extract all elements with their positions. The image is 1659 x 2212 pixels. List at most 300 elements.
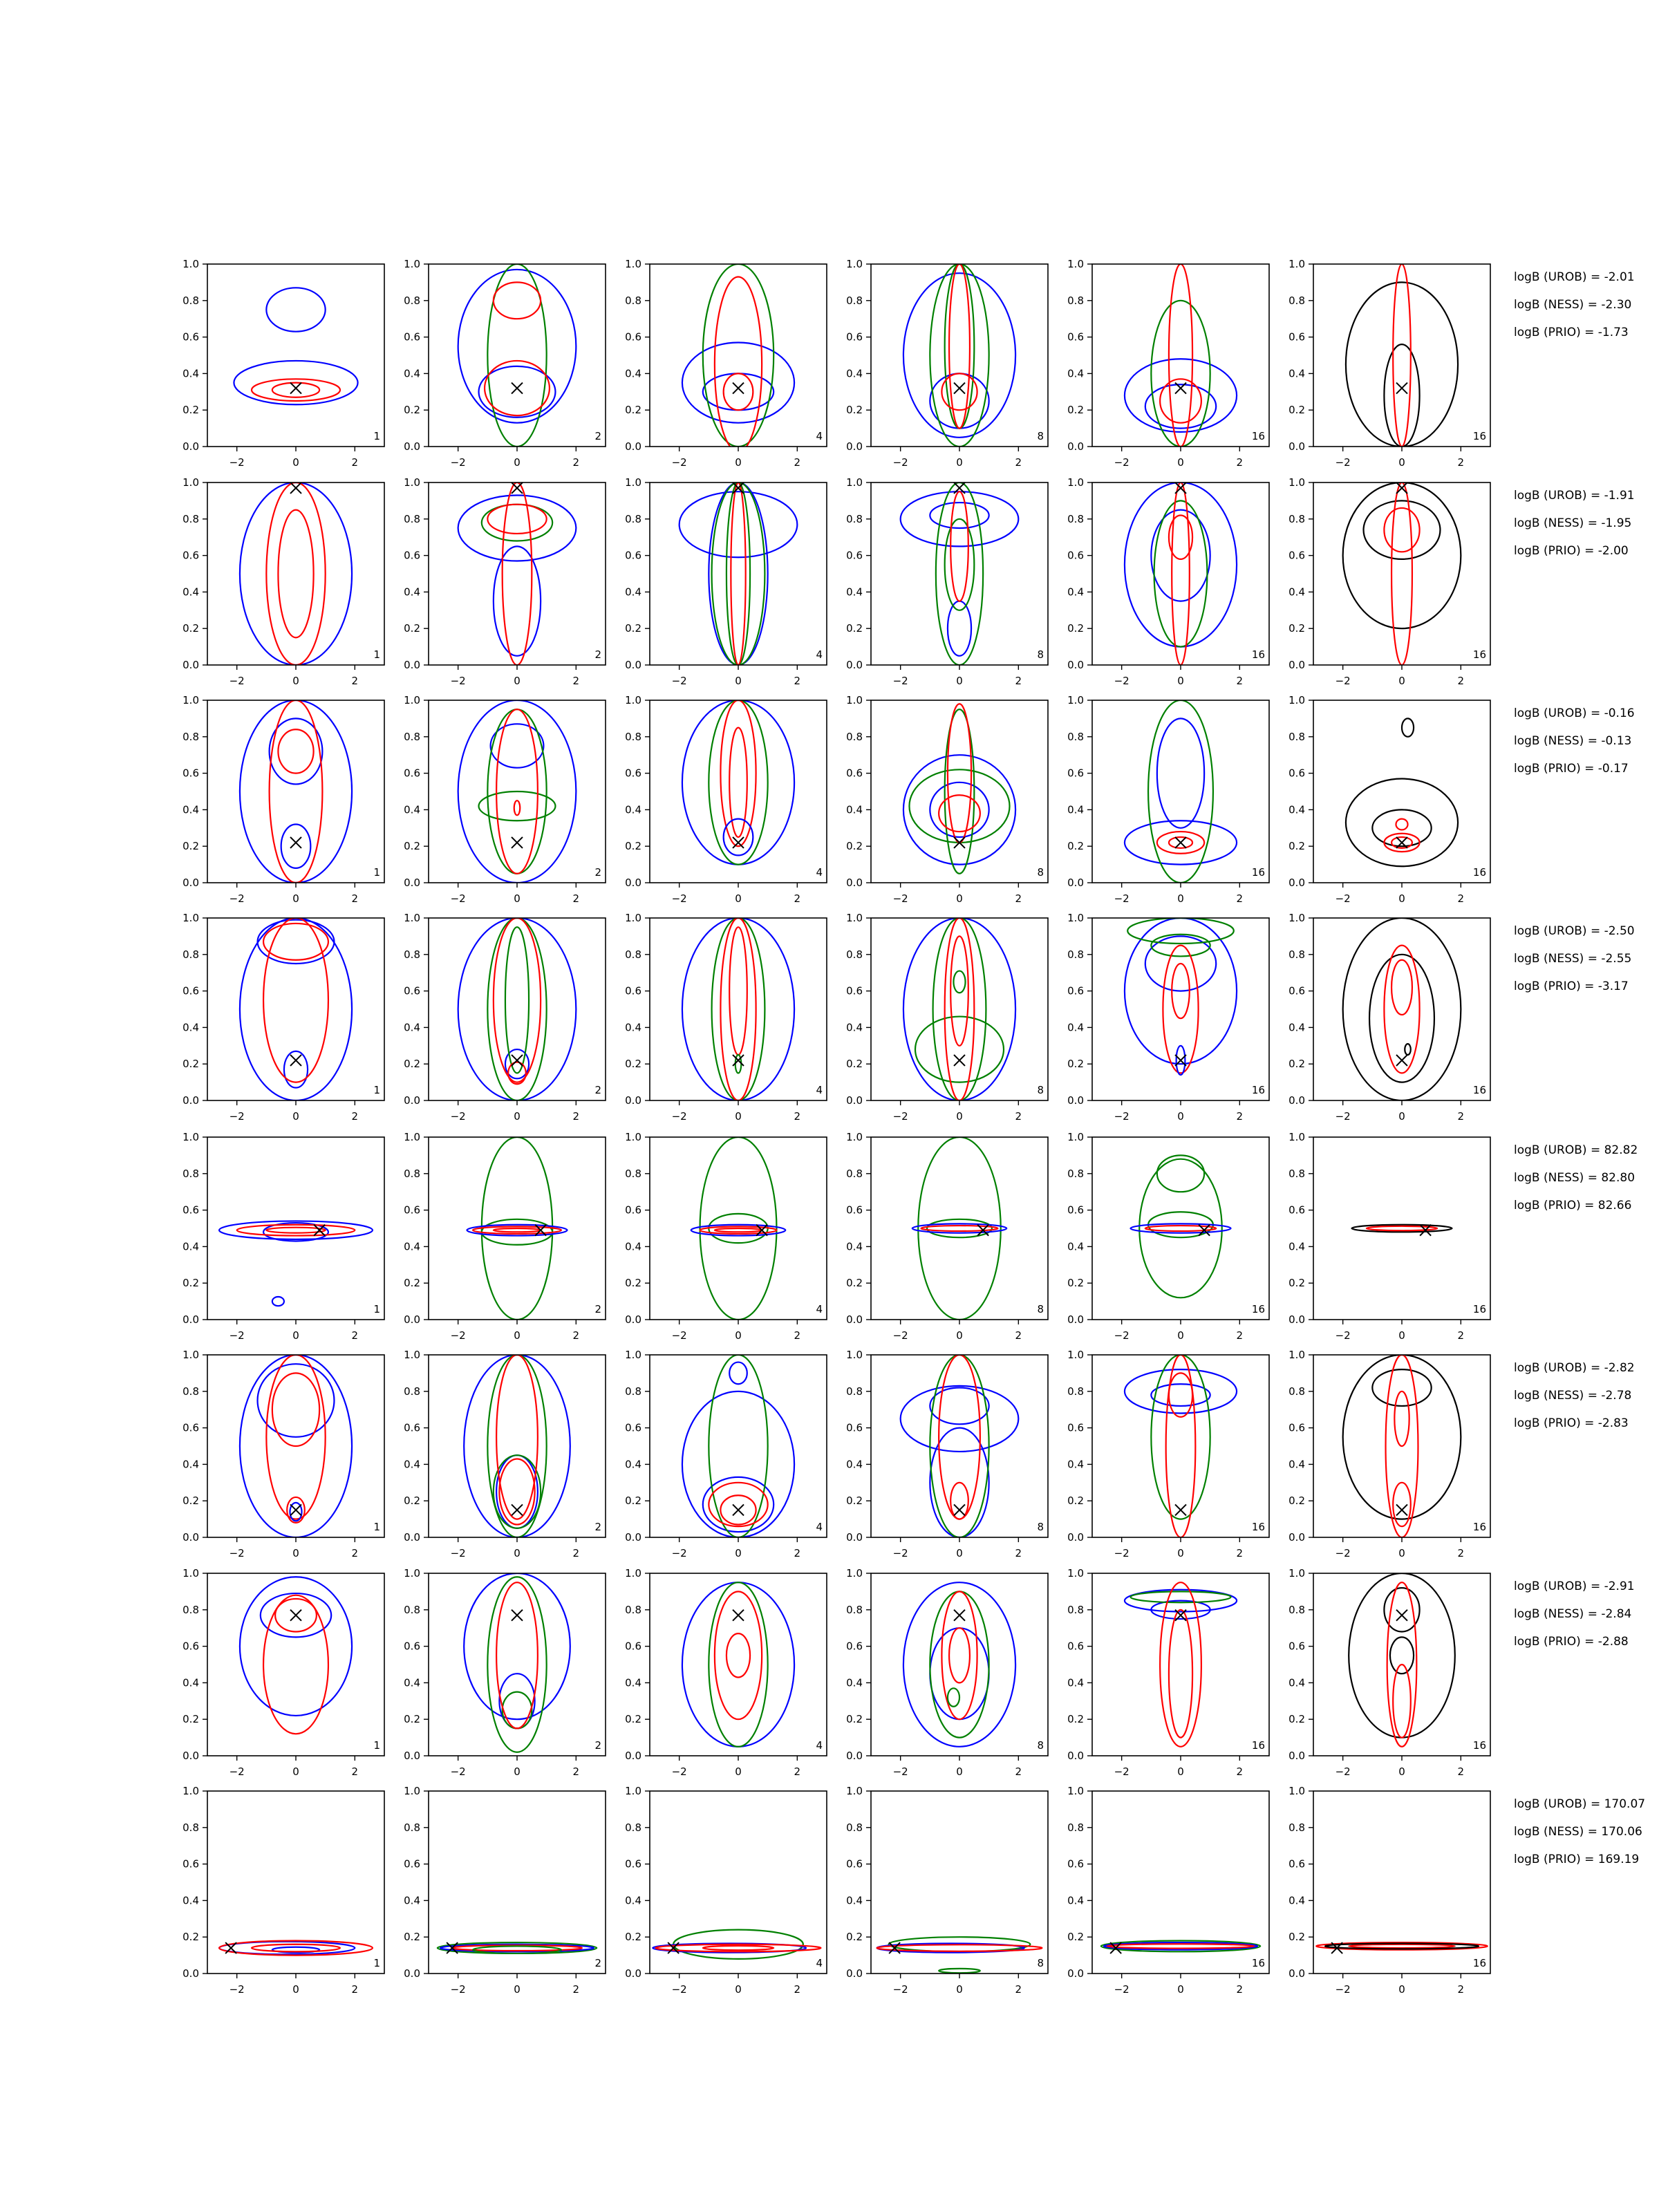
x-tick-label: 0 xyxy=(956,1110,963,1123)
y-tick-label: 0.0 xyxy=(1288,440,1305,453)
logB-annotation: logB (PRIO) = -2.00 xyxy=(1514,544,1629,558)
x-tick-label: 2 xyxy=(1015,1110,1022,1123)
true-value-marker xyxy=(290,482,301,494)
contour-red xyxy=(487,505,546,534)
y-tick-label: 0.8 xyxy=(1067,1167,1084,1180)
x-tick-label: −2 xyxy=(671,1983,687,1996)
contour-red xyxy=(278,510,313,638)
panel-label: 16 xyxy=(1472,1303,1486,1315)
x-tick-label: 2 xyxy=(351,456,359,469)
logB-annotation: logB (PRIO) = -2.83 xyxy=(1514,1416,1629,1430)
contours xyxy=(1346,264,1458,447)
y-tick-label: 0.2 xyxy=(1288,1058,1305,1071)
y-tick-label: 1.0 xyxy=(625,1131,641,1143)
y-tick-label: 0.2 xyxy=(625,1058,641,1071)
y-tick-label: 0.0 xyxy=(182,659,199,671)
contours xyxy=(1125,700,1237,883)
y-tick-label: 0.4 xyxy=(1288,1894,1305,1907)
contours xyxy=(903,704,1015,874)
contour-green xyxy=(709,700,767,865)
y-tick-label: 0.4 xyxy=(1067,1021,1084,1034)
x-tick-label: 2 xyxy=(572,1329,580,1342)
contour-black xyxy=(1390,1637,1414,1674)
x-tick-label: −2 xyxy=(1335,1329,1351,1342)
y-tick-label: 0.4 xyxy=(846,1021,863,1034)
y-tick-label: 0.2 xyxy=(182,1277,199,1290)
y-tick-label: 0.2 xyxy=(1288,622,1305,635)
x-tick-label: 0 xyxy=(514,456,521,469)
x-tick-label: 2 xyxy=(351,1329,359,1342)
contour-blue xyxy=(903,755,1015,864)
x-tick-label: 0 xyxy=(735,1765,742,1778)
axes-frame xyxy=(207,1791,384,1974)
panel-r3-c6 xyxy=(1288,694,1490,905)
true-value-marker xyxy=(733,1504,744,1515)
y-tick-label: 0.0 xyxy=(846,440,863,453)
panel-label: 1 xyxy=(373,1084,380,1096)
y-tick-label: 0.0 xyxy=(1288,1967,1305,1980)
y-tick-label: 0.0 xyxy=(404,1094,420,1107)
contour-red xyxy=(1394,1391,1409,1446)
x-tick-label: 0 xyxy=(1177,1983,1184,1996)
y-tick-label: 0.2 xyxy=(625,1713,641,1726)
contour-red xyxy=(499,1459,534,1524)
x-tick-label: 2 xyxy=(794,892,801,905)
true-value-marker xyxy=(733,1610,744,1621)
y-tick-label: 1.0 xyxy=(1067,1567,1084,1580)
y-tick-label: 0.8 xyxy=(182,1603,199,1616)
axes-frame xyxy=(1313,1137,1490,1320)
contour-red xyxy=(709,1483,767,1526)
x-tick-label: −2 xyxy=(671,675,687,687)
logB-annotation: logB (PRIO) = -1.73 xyxy=(1514,326,1629,339)
panel-label: 16 xyxy=(1251,1084,1265,1096)
contour-blue xyxy=(266,288,325,331)
contour-red xyxy=(1396,819,1407,830)
panel-label: 2 xyxy=(594,430,601,442)
y-tick-label: 0.8 xyxy=(1288,730,1305,743)
x-tick-label: 0 xyxy=(292,1765,299,1778)
y-tick-label: 0.2 xyxy=(404,1277,420,1290)
contour-green xyxy=(1151,1355,1210,1519)
panel-label: 16 xyxy=(1472,1521,1486,1533)
x-tick-label: 2 xyxy=(1015,675,1022,687)
contours xyxy=(1343,482,1461,665)
y-tick-label: 0.0 xyxy=(182,1531,199,1544)
logB-annotation: logB (UROB) = -0.16 xyxy=(1514,706,1635,720)
x-tick-label: −2 xyxy=(1114,892,1130,905)
y-tick-label: 0.6 xyxy=(404,984,420,997)
y-tick-label: 0.2 xyxy=(1288,1931,1305,1944)
panel-label: 8 xyxy=(1037,430,1044,442)
logB-annotation: logB (UROB) = 82.82 xyxy=(1514,1143,1638,1157)
y-tick-label: 1.0 xyxy=(846,1349,863,1361)
panel-r5-c2 xyxy=(404,1131,606,1342)
panel-r6-c6 xyxy=(1288,1349,1490,1559)
y-tick-label: 0.4 xyxy=(182,1240,199,1253)
x-tick-label: 2 xyxy=(794,456,801,469)
x-tick-label: 0 xyxy=(292,1547,299,1559)
y-tick-label: 0.6 xyxy=(182,984,199,997)
panel-r8-c2 xyxy=(404,1785,606,1996)
y-tick-label: 0.2 xyxy=(1067,622,1084,635)
panel-r4-c5 xyxy=(1067,912,1269,1123)
y-tick-label: 0.8 xyxy=(1288,512,1305,525)
contour-red xyxy=(948,704,971,843)
logB-annotation: logB (NESS) = -1.95 xyxy=(1514,516,1632,530)
y-tick-label: 0.6 xyxy=(182,330,199,344)
y-tick-label: 0.6 xyxy=(1288,1421,1305,1434)
contours xyxy=(1346,718,1458,866)
contours xyxy=(901,482,1019,665)
y-tick-label: 0.6 xyxy=(846,767,863,780)
y-tick-label: 0.0 xyxy=(625,1094,641,1107)
contour-blue xyxy=(703,1477,774,1532)
panel-label: 4 xyxy=(816,1739,823,1752)
logB-annotation: logB (UROB) = -2.82 xyxy=(1514,1361,1635,1375)
panel-label: 1 xyxy=(373,648,380,661)
panel-label: 16 xyxy=(1251,1521,1265,1533)
panel-r1-c1 xyxy=(182,258,384,469)
true-value-marker xyxy=(512,837,523,848)
x-tick-label: 2 xyxy=(794,1110,801,1123)
y-tick-label: 0.4 xyxy=(846,1894,863,1907)
panel-label: 4 xyxy=(816,648,823,661)
y-tick-label: 0.2 xyxy=(404,404,420,417)
y-tick-label: 1.0 xyxy=(1067,258,1084,270)
y-tick-label: 0.4 xyxy=(625,1021,641,1034)
x-tick-label: 2 xyxy=(1236,892,1244,905)
x-tick-label: −2 xyxy=(671,1765,687,1778)
y-tick-label: 0.2 xyxy=(846,404,863,417)
y-tick-label: 0.8 xyxy=(625,512,641,525)
y-tick-label: 0.8 xyxy=(846,1821,863,1834)
panel-label: 1 xyxy=(373,1957,380,1969)
x-tick-label: 2 xyxy=(1015,1329,1022,1342)
y-tick-label: 0.8 xyxy=(846,294,863,307)
y-tick-label: 0.8 xyxy=(846,1385,863,1398)
panel-label: 8 xyxy=(1037,1739,1044,1752)
x-tick-label: −2 xyxy=(1114,1983,1130,1996)
contour-blue xyxy=(679,491,798,557)
y-tick-label: 0.6 xyxy=(1067,1640,1084,1653)
y-tick-label: 0.2 xyxy=(1067,1931,1084,1944)
y-tick-label: 0.8 xyxy=(1288,1385,1305,1398)
y-tick-label: 0.6 xyxy=(182,549,199,562)
y-tick-label: 0.8 xyxy=(182,294,199,307)
y-tick-label: 0.0 xyxy=(182,1967,199,1980)
panel-label: 1 xyxy=(373,866,380,879)
contour-blue xyxy=(1145,384,1216,428)
contour-green xyxy=(1139,1159,1221,1298)
x-tick-label: 2 xyxy=(1015,1547,1022,1559)
contour-blue xyxy=(494,546,541,655)
y-tick-label: 1.0 xyxy=(1288,912,1305,924)
y-tick-label: 0.2 xyxy=(182,1494,199,1508)
y-tick-label: 1.0 xyxy=(182,912,199,924)
logB-annotation: logB (NESS) = -2.78 xyxy=(1514,1389,1632,1403)
logB-annotation: logB (PRIO) = 169.19 xyxy=(1514,1853,1640,1866)
true-value-marker xyxy=(512,1610,523,1621)
y-tick-label: 0.0 xyxy=(404,1313,420,1326)
contours xyxy=(458,918,577,1100)
x-tick-label: 2 xyxy=(1236,1983,1244,1996)
logB-annotation: logB (PRIO) = -2.88 xyxy=(1514,1635,1629,1649)
contour-red xyxy=(949,1628,970,1683)
y-tick-label: 0.4 xyxy=(404,367,420,380)
contour-green xyxy=(918,1137,1000,1320)
x-tick-label: −2 xyxy=(892,1547,908,1559)
y-tick-label: 1.0 xyxy=(182,258,199,270)
x-tick-label: 0 xyxy=(956,1983,963,1996)
x-tick-label: 2 xyxy=(572,1547,580,1559)
panel-r5-c6 xyxy=(1288,1131,1490,1342)
contours xyxy=(682,918,794,1100)
y-tick-label: 0.8 xyxy=(625,948,641,961)
panel-r8-c1 xyxy=(182,1785,384,1996)
y-tick-label: 1.0 xyxy=(1067,476,1084,489)
panel-label: 16 xyxy=(1251,866,1265,879)
y-tick-label: 1.0 xyxy=(1067,912,1084,924)
y-tick-label: 0.0 xyxy=(182,1313,199,1326)
y-tick-label: 0.8 xyxy=(404,1603,420,1616)
x-tick-label: −2 xyxy=(229,1983,245,1996)
panel-r5-c4 xyxy=(846,1131,1048,1342)
panel-label: 8 xyxy=(1037,1303,1044,1315)
x-tick-label: 2 xyxy=(1457,1983,1465,1996)
y-tick-label: 1.0 xyxy=(846,912,863,924)
logB-annotation: logB (UROB) = -2.50 xyxy=(1514,924,1635,938)
x-tick-label: 2 xyxy=(1457,675,1465,687)
y-tick-label: 1.0 xyxy=(182,1567,199,1580)
true-value-marker xyxy=(733,1055,744,1066)
x-tick-label: 2 xyxy=(1015,892,1022,905)
y-tick-label: 0.2 xyxy=(182,1058,199,1071)
contour-red xyxy=(724,373,753,410)
x-tick-label: −2 xyxy=(1114,675,1130,687)
y-tick-label: 0.8 xyxy=(182,1821,199,1834)
y-tick-label: 0.4 xyxy=(1288,803,1305,816)
x-tick-label: 2 xyxy=(572,456,580,469)
x-tick-label: 2 xyxy=(1236,1110,1244,1123)
panel-r4-c4 xyxy=(846,912,1048,1123)
y-tick-label: 0.2 xyxy=(846,1494,863,1508)
y-tick-label: 1.0 xyxy=(1288,1349,1305,1361)
y-tick-label: 0.8 xyxy=(182,512,199,525)
contour-red xyxy=(1160,1582,1201,1747)
y-tick-label: 0.2 xyxy=(1067,840,1084,853)
contour-red xyxy=(715,1591,762,1719)
contour-blue xyxy=(240,1577,352,1716)
contours xyxy=(240,1577,352,1734)
y-tick-label: 1.0 xyxy=(1288,1131,1305,1143)
true-value-marker xyxy=(512,383,523,394)
y-tick-label: 0.4 xyxy=(182,1021,199,1034)
x-tick-label: −2 xyxy=(229,456,245,469)
y-tick-label: 0.6 xyxy=(625,767,641,780)
y-tick-label: 0.6 xyxy=(846,984,863,997)
contour-green xyxy=(930,1591,988,1737)
x-tick-label: 0 xyxy=(292,892,299,905)
panel-r1-c5 xyxy=(1067,258,1269,469)
contour-red xyxy=(503,482,532,665)
x-tick-label: 2 xyxy=(351,675,359,687)
panel-r3-c3 xyxy=(625,694,827,905)
panel-label: 2 xyxy=(594,866,601,879)
y-tick-label: 0.8 xyxy=(404,512,420,525)
y-tick-label: 1.0 xyxy=(846,258,863,270)
y-tick-label: 0.6 xyxy=(1288,1203,1305,1217)
y-tick-label: 0.6 xyxy=(625,549,641,562)
y-tick-label: 0.4 xyxy=(1288,367,1305,380)
axes-frame xyxy=(1313,1791,1490,1974)
contour-blue xyxy=(682,700,794,865)
contour-blue xyxy=(1151,510,1210,601)
panel-label: 16 xyxy=(1251,430,1265,442)
panel-r4-c6 xyxy=(1288,912,1490,1123)
y-tick-label: 0.0 xyxy=(404,659,420,671)
panel-r2-c5 xyxy=(1067,476,1269,687)
x-tick-label: 2 xyxy=(1015,1765,1022,1778)
y-tick-label: 0.2 xyxy=(404,1931,420,1944)
contour-red xyxy=(272,383,319,397)
y-tick-label: 0.8 xyxy=(1067,1821,1084,1834)
y-tick-label: 1.0 xyxy=(1067,1349,1084,1361)
contour-red xyxy=(945,918,975,1100)
y-tick-label: 1.0 xyxy=(1067,1131,1084,1143)
axes-frame xyxy=(207,1137,384,1320)
y-tick-label: 1.0 xyxy=(404,1131,420,1143)
x-tick-label: 0 xyxy=(735,1547,742,1559)
x-tick-label: 2 xyxy=(351,1547,359,1559)
y-tick-label: 0.8 xyxy=(1067,512,1084,525)
logB-annotation: logB (NESS) = -0.13 xyxy=(1514,734,1632,748)
contour-red xyxy=(715,276,762,451)
contour-blue xyxy=(458,270,577,423)
x-tick-label: −2 xyxy=(1335,892,1351,905)
contour-green xyxy=(930,264,988,447)
x-tick-label: −2 xyxy=(1335,1547,1351,1559)
contours xyxy=(903,918,1015,1100)
contour-green xyxy=(482,505,552,541)
panel-label: 8 xyxy=(1037,648,1044,661)
x-tick-label: −2 xyxy=(671,892,687,905)
y-tick-label: 0.6 xyxy=(1067,984,1084,997)
x-tick-label: 0 xyxy=(1398,1983,1405,1996)
y-tick-label: 0.4 xyxy=(846,367,863,380)
panel-r6-c3 xyxy=(625,1349,827,1559)
y-tick-label: 0.4 xyxy=(182,367,199,380)
axes-frame xyxy=(207,1573,384,1756)
y-tick-label: 1.0 xyxy=(182,1785,199,1797)
x-tick-label: −2 xyxy=(229,675,245,687)
contours xyxy=(1349,1573,1455,1747)
x-tick-label: 0 xyxy=(1398,675,1405,687)
y-tick-label: 0.6 xyxy=(404,549,420,562)
contours xyxy=(240,700,352,883)
logB-annotation: logB (PRIO) = 82.66 xyxy=(1514,1199,1632,1212)
panel-r4-c3 xyxy=(625,912,827,1123)
y-tick-label: 0.8 xyxy=(625,1167,641,1180)
y-tick-label: 0.8 xyxy=(404,1821,420,1834)
x-tick-label: −2 xyxy=(892,1765,908,1778)
y-tick-label: 0.4 xyxy=(1288,1458,1305,1471)
x-tick-label: 0 xyxy=(735,1329,742,1342)
contour-red xyxy=(1163,946,1198,1074)
axes-frame xyxy=(650,482,827,665)
y-tick-label: 0.8 xyxy=(625,1385,641,1398)
x-tick-label: 2 xyxy=(351,1983,359,1996)
y-tick-label: 0.8 xyxy=(1067,948,1084,961)
true-value-marker xyxy=(1396,1504,1407,1515)
x-tick-label: 0 xyxy=(514,1765,521,1778)
y-tick-label: 0.6 xyxy=(1067,549,1084,562)
contour-red xyxy=(715,1228,762,1232)
y-tick-label: 0.6 xyxy=(846,1857,863,1871)
panel-r5-c1 xyxy=(182,1131,384,1342)
y-tick-label: 0.0 xyxy=(1288,659,1305,671)
true-value-marker xyxy=(535,1225,546,1236)
x-tick-label: −2 xyxy=(671,1110,687,1123)
contour-green xyxy=(503,1692,532,1729)
y-tick-label: 0.4 xyxy=(404,1021,420,1034)
logB-annotation: logB (UROB) = -2.01 xyxy=(1514,270,1635,284)
y-tick-label: 0.8 xyxy=(1067,730,1084,743)
y-tick-label: 0.4 xyxy=(625,367,641,380)
y-tick-label: 0.6 xyxy=(846,330,863,344)
contours xyxy=(219,1221,373,1306)
y-tick-label: 1.0 xyxy=(846,1131,863,1143)
true-value-marker xyxy=(954,1610,965,1621)
contour-red xyxy=(270,700,323,883)
y-tick-label: 1.0 xyxy=(404,1785,420,1797)
panel-label: 16 xyxy=(1472,648,1486,661)
y-tick-label: 0.6 xyxy=(1067,1203,1084,1217)
y-tick-label: 0.0 xyxy=(846,1750,863,1762)
contours xyxy=(219,1940,373,1955)
x-tick-label: 0 xyxy=(514,1110,521,1123)
contour-blue xyxy=(729,1362,747,1385)
y-tick-label: 0.8 xyxy=(625,1603,641,1616)
y-tick-label: 0.0 xyxy=(1288,1750,1305,1762)
contour-red xyxy=(494,918,541,1082)
y-tick-label: 0.0 xyxy=(846,1313,863,1326)
x-tick-label: −2 xyxy=(671,1329,687,1342)
panel-label: 16 xyxy=(1251,1957,1265,1969)
y-tick-label: 0.6 xyxy=(404,1640,420,1653)
contour-green xyxy=(915,1017,1004,1082)
y-tick-label: 0.0 xyxy=(625,440,641,453)
x-tick-label: −2 xyxy=(1335,456,1351,469)
x-tick-label: 0 xyxy=(735,1983,742,1996)
x-tick-label: 0 xyxy=(1177,675,1184,687)
y-tick-label: 0.0 xyxy=(846,1094,863,1107)
x-tick-label: 0 xyxy=(1177,1110,1184,1123)
x-tick-label: 2 xyxy=(1236,1765,1244,1778)
y-tick-label: 1.0 xyxy=(1067,694,1084,706)
y-tick-label: 1.0 xyxy=(404,1567,420,1580)
contour-red xyxy=(731,482,745,665)
x-tick-label: −2 xyxy=(450,1983,466,1996)
y-tick-label: 0.6 xyxy=(1288,1640,1305,1653)
panel-label: 16 xyxy=(1251,648,1265,661)
y-tick-label: 0.4 xyxy=(1067,1894,1084,1907)
y-tick-label: 0.0 xyxy=(1067,1094,1084,1107)
contour-red xyxy=(1169,1610,1192,1738)
contour-blue xyxy=(682,1582,794,1747)
y-tick-label: 0.6 xyxy=(182,767,199,780)
panel-r1-c3 xyxy=(625,258,827,469)
